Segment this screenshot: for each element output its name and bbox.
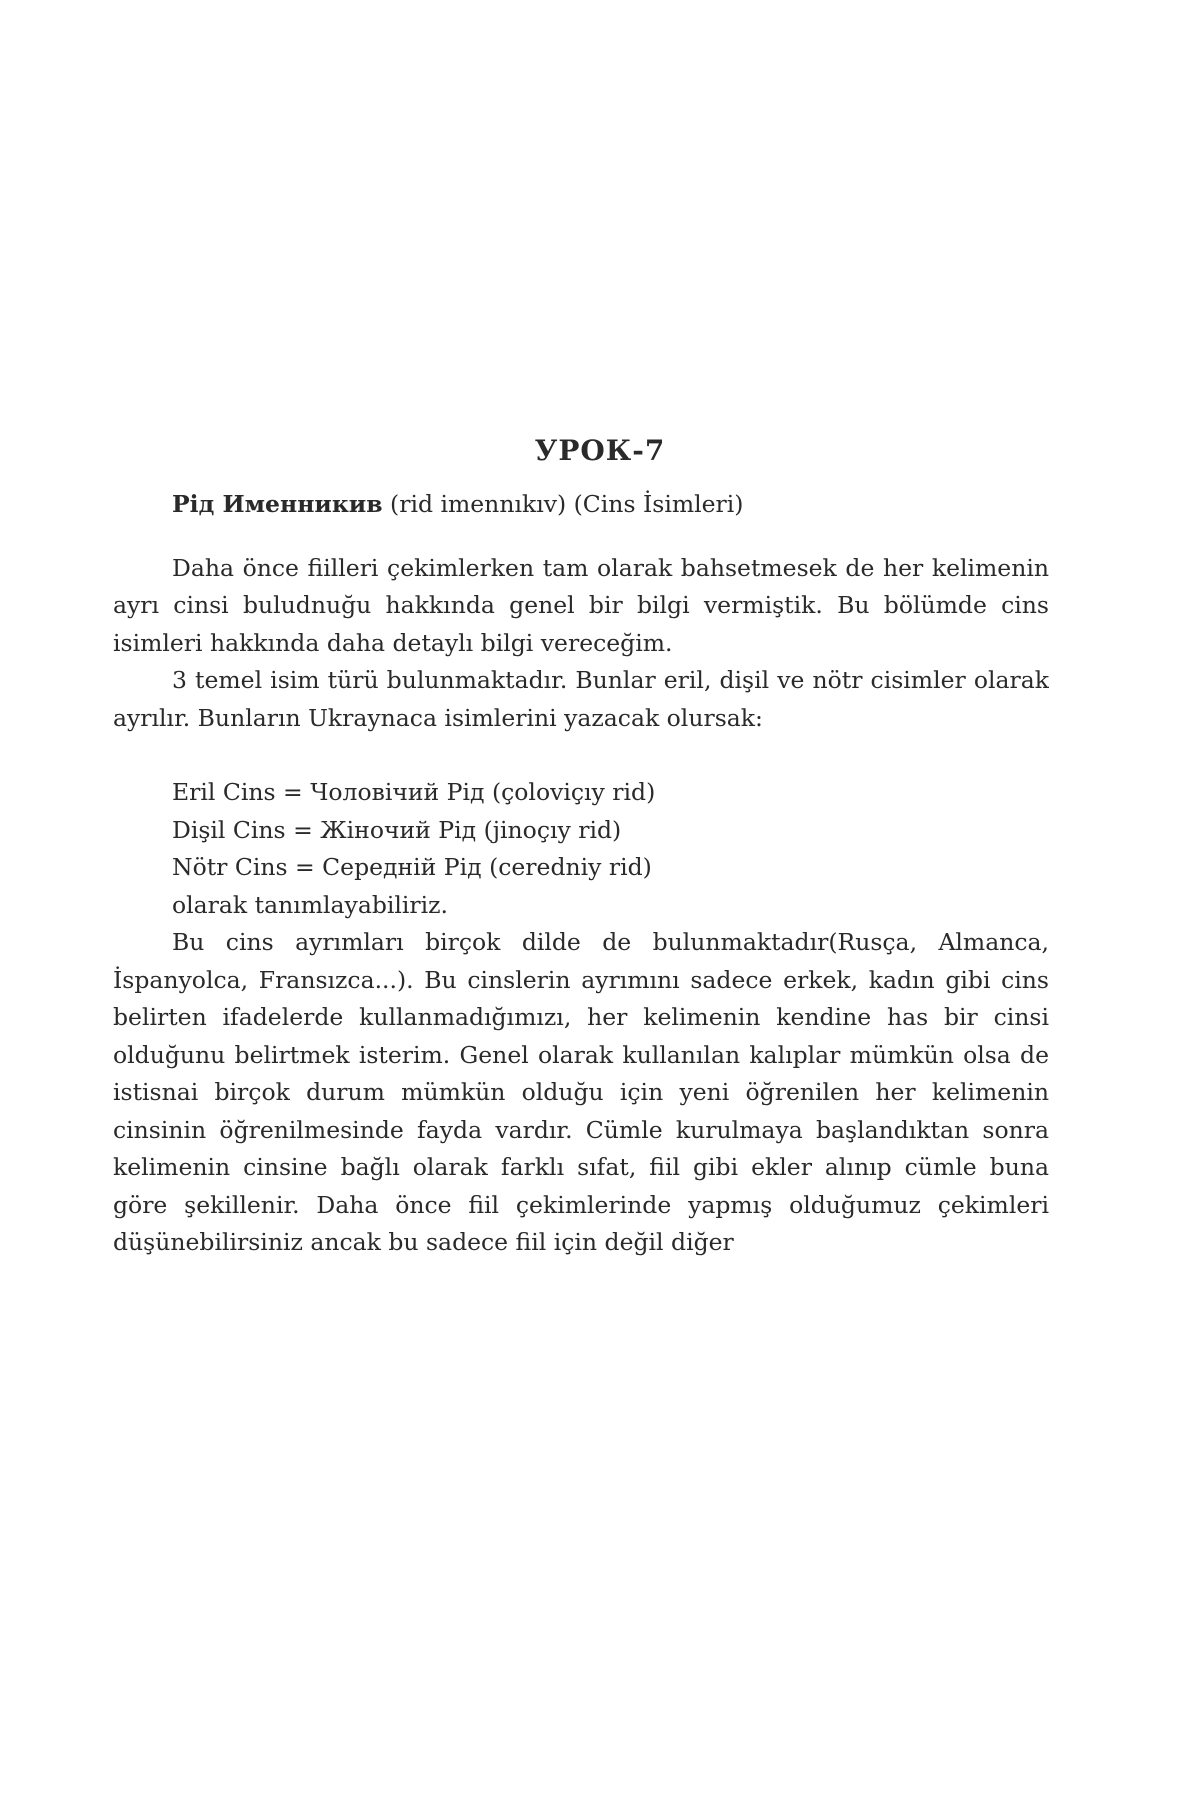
lesson-content [113, 486, 1049, 1423]
blank-line [113, 737, 1049, 774]
intro-paragraph: Daha önce fiilleri çekimlerken tam olarak bahsetmesek de her kelimenin ayrı cinsi buludnuğu hakkında genel bir bilgi vermiştik. Bu bölümde cins isimleri hakkında daha detaylı bilgi vereceğim. [113, 553, 1049, 657]
body-paragraph: Bu cins ayrımları birçok dilde de bulunmaktadır(Rusça, Almanca, İspanyolca, Fransızca...). Bu cinslerin ayrımını sadece erkek, kadın gibi cins belirten ifadelerde kullanmadığımızı, her kelimenin kendine has bir cinsi olduğunu belirtmek isterim. Genel olarak kullanılan kalıplar mümkün olsa de istisnai birçok durum mümkün olduğu için yeni öğrenilen her kelimenin cinsinin öğrenilmesinde fayda vardır. Cümle kurulmaya başlandıktan sonra kelimenin cinsine bağlı olarak farklı sıfat, fiil gibi ekler alınıp cümle buna göre şekillenir. Daha önce fiil çekimlerinde yapmış olduğumuz çekimleri düşünebilirsiniz ancak bu sadece fiil için değil diğer [113, 928, 1049, 1256]
types-paragraph: 3 temel isim türü bulunmaktadır. Bunlar eril, dişil ve nötr cisimler olarak ayrılır. Bunların Ukraynaca isimlerini yazacak olursak: [113, 666, 1049, 732]
gender-item-neuter: Nötr Cins = Середній Рід (ceredniy rid) [172, 853, 652, 881]
gender-item-feminine: Dişil Cins = Жіночий Рід (jinoçıy rid) [172, 815, 622, 844]
lesson-title: УРОК-7 [534, 434, 666, 467]
gender-list [113, 774, 1049, 887]
subtitle-translation: (rid imennıkıv) (Cins İsimleri) [382, 490, 744, 518]
lesson-subtitle [113, 486, 1049, 524]
definition-line: olarak tanımlayabiliriz. [172, 890, 449, 919]
gender-item-masculine: Eril Cins = Чоловічий Рід (çoloviçıy rid) [172, 778, 656, 806]
subtitle-ukrainian: Рід Именникив [172, 490, 383, 518]
